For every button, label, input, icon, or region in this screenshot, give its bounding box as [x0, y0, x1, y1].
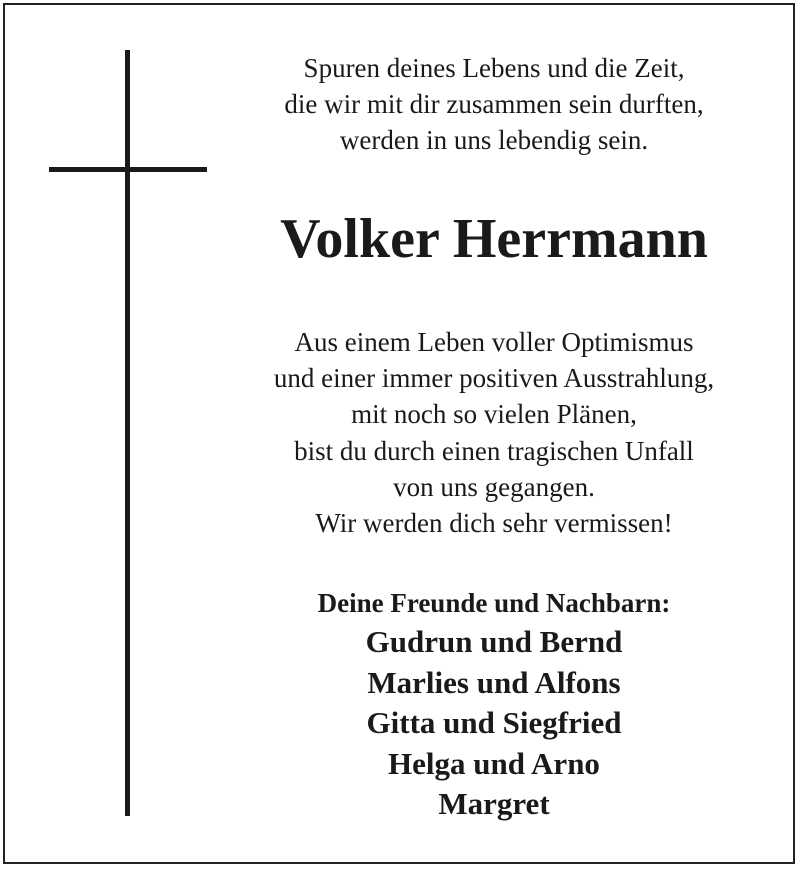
verse-line: die wir mit dir zusammen sein durften, [284, 89, 704, 119]
mourner-name: Gitta und Siegfried [366, 705, 622, 740]
message-line: Wir werden dich sehr vermissen! [315, 508, 673, 539]
mourners-list [228, 622, 760, 825]
verse-line: werden in uns lebendig sein. [339, 125, 649, 155]
cross-horizontal-bar [49, 167, 207, 172]
verse-line: Spuren deines Lebens und die Zeit, [303, 53, 685, 83]
message-line: von uns gegangen. [393, 471, 595, 502]
message-line: bist du durch einen tragischen Unfall [294, 435, 694, 466]
mourners-signature [228, 584, 760, 825]
mourner-name: Margret [438, 786, 550, 821]
message-line: Aus einem Leben voller Optimismus [294, 327, 694, 357]
mourner-name: Gudrun und Bernd [365, 624, 623, 659]
message-line: und einer immer positiven Ausstrahlung, [273, 363, 715, 394]
cross-vertical-bar [125, 50, 130, 816]
deceased-name: Volker Herrmann [280, 208, 708, 270]
mourner-name: Marlies und Alfons [367, 664, 621, 700]
mourner-name: Helga und Arno [388, 745, 600, 781]
farewell-message [228, 324, 760, 541]
memorial-verse [228, 50, 760, 158]
mourners-heading: Deine Freunde und Nachbarn: [317, 588, 671, 618]
message-line: mit noch so vielen Plänen, [351, 399, 637, 430]
